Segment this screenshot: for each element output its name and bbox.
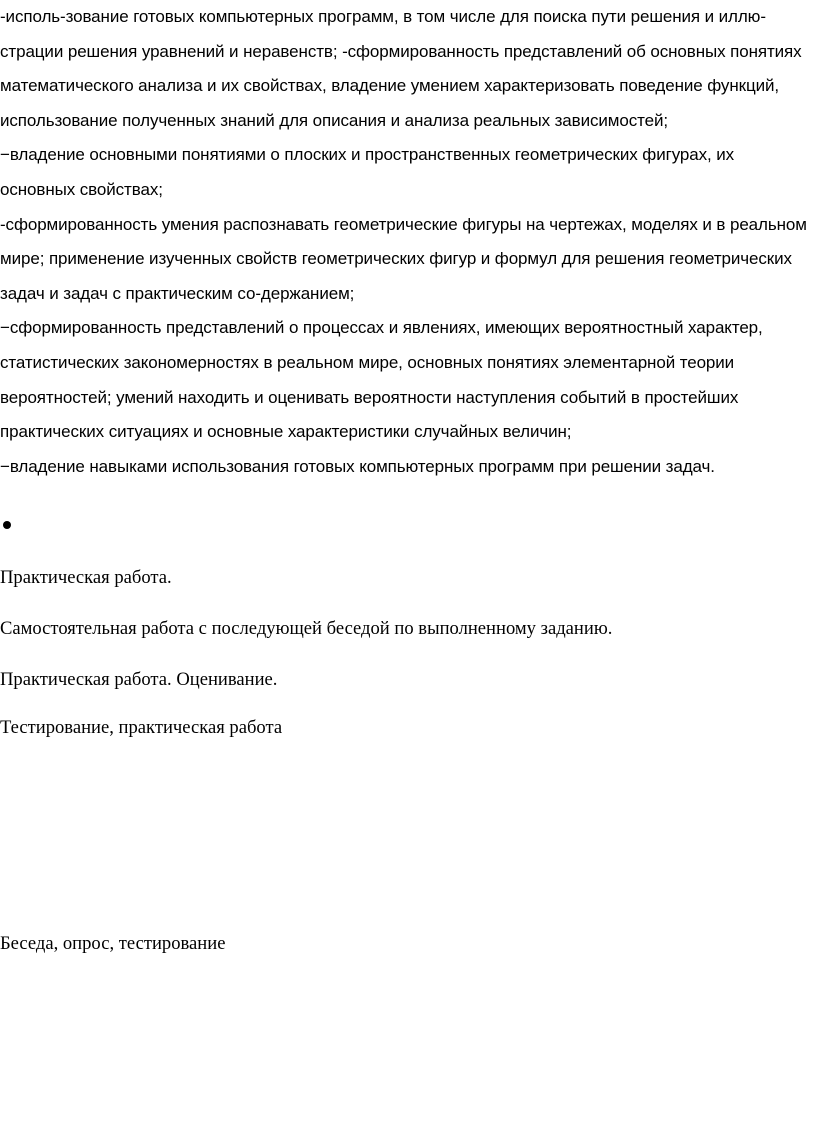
paragraph-software-tasks: −владение навыками использования готовых компьютерных программ при решении задач. <box>0 456 715 476</box>
paragraph-geometry-recognition: -сформированность умения распознавать геометрические фигуры на чертежах, моделях и в реальном мире; применение изученных свойств геометрических фигур и формул для решения геометрических задач и задач с практическим со-держанием; <box>0 214 807 303</box>
paragraph-software-analysis: -исполь-зование готовых компьютерных программ, в том числе для поиска пути решения и иллю-страции решения уравнений и неравенств; -сформированность представлений об основных понятиях математического анализа и их свойствах, владение умением характеризовать поведение функций, использование полученных знаний для описания и анализа реальных зависимостей; <box>0 7 802 130</box>
bullet-dot-icon <box>3 521 11 529</box>
form-testing-practical: Тестирование, практическая работа <box>0 717 283 738</box>
form-practical-assessment: Практическая работа. Оценивание. <box>0 669 278 690</box>
paragraph-probability: −сформированность представлений о процессах и явлениях, имеющих вероятностный характер, статистических закономерностях в реальном мире, основных понятиях элементарной теории вероятностей; умений находить и оценивать вероятности наступления событий в простейших практических ситуациях и основные характеристики случайных величин; <box>0 318 763 442</box>
paragraph-geometry-concepts: −владение основными понятиями о плоских и пространственных геометрических фигурах, их основных свойствах; <box>0 145 735 199</box>
requirements-text <box>0 0 812 484</box>
form-practical-work: Практическая работа. <box>0 567 172 588</box>
form-conversation-survey: Беседа, опрос, тестирование <box>0 933 226 954</box>
form-independent-work: Самостоятельная работа с последующей беседой по выполненному заданию. <box>0 618 613 639</box>
